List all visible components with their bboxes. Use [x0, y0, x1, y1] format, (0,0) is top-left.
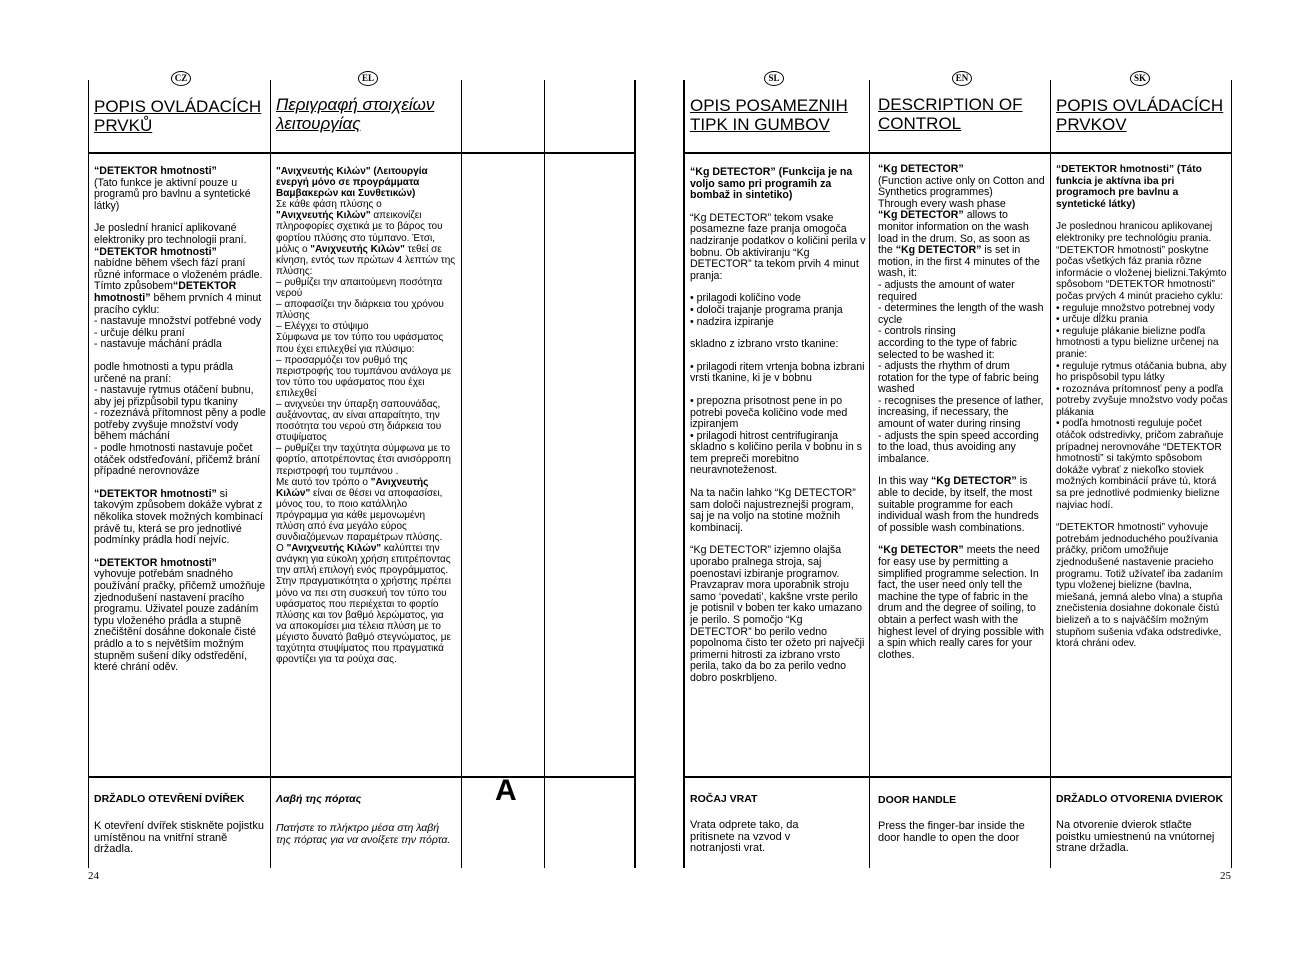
en-text: allows to monitor information on the wash load in the drum. So, as soon as the: [878, 209, 1030, 257]
en-list-item: - adjusts the spin speed according to the load, thus avoiding any imbalance.: [878, 429, 1039, 465]
en-text: (Function active only on Cotton and Synthetics programmes): [878, 174, 1045, 199]
sk-list-item: • podľa hmotnosti reguluje počet otáčok odstredivky, pričom zabraňuje prípadnej nerovnováhe “DETEKTOR hmotnosti” si takýmto spôsobom dokáže vybrať z niekoľko stoviek možných kombinácií práve tú, ktorá sa pre jednotlivé podmienky bielizne najviac hodí.: [1056, 418, 1224, 511]
cz-text: si takovým způsobem dokáže vybrat z několika stovek možných kombinací právě tu, která se pro jednotlivé podmínky prádla hodí nejvíc.: [94, 487, 263, 547]
sk-door-handle-title: DRŽADLO OTVORENIA DVIEROK: [1056, 793, 1224, 805]
cz-kg-detector-label: “DETEKTOR hmotnosti”: [94, 245, 217, 258]
cz-list-item: - nastavuje rytmus otáčení bubnu, aby jej přizpůsobil typu tkaniny: [94, 384, 254, 408]
sl-door-handle-text: Vrata odprete tako, da pritisnete na vzvod v notranjosti vrat.: [690, 819, 799, 855]
sl-text: skladno z izbrano vrsto tkanine:: [690, 338, 839, 351]
el-list-item: – αποφασίζει την διάρκεια του χρόνου πλύσης: [276, 299, 444, 322]
sl-door-handle-title: ROČAJ VRAT: [690, 793, 758, 805]
sk-list-item: • reguluje množstvo potrebnej vody: [1056, 302, 1215, 314]
en-text: is set in motion, in the first 4 minutes of the wash, it:: [878, 244, 1040, 280]
en-text: is able to decide, by itself, the most suitable programme for each individual wash from the hundreds of possible wash combinations.: [878, 475, 1039, 534]
el-list-item: – προσαρμόζει τον ρυθμό της περιστροφής του τυμπάνου ανάλογα με τον τύπο του υφάσματος που έχει επιλεχθεί: [276, 354, 452, 399]
el-text: Σύμφωνα με τον τύπο του υφάσματος που έχει επιλεχθεί για πλύσιμο:: [276, 332, 444, 355]
cz-list-item: - rozeznává přítomnost pěny a podle potřeby zvyšuje množství vody během máchání: [94, 407, 266, 443]
en-list-item: - adjusts the rhythm of drum rotation for the type of fabric being washed: [878, 360, 1039, 396]
lang-badge-cz: CZ: [171, 71, 191, 86]
el-text: καλύπτει την ανάγκη για εύκολη χρήση επιτρέποντας την απλή επιλογή ενός προγράμματος. Στην πραγματικότητα ο χρήστης πρέπει μόνο να πει στη συσκευή τον τύπο του υφάσματος που περιέχεται το φορτίο πλύσης και τον βαθμό λερώματος, για να αποκομίσει μια τέλεια πλύση με το μέγιστο δυνατό βαθμό στεγνώματος, με ταχύτητα στυψίματος που πραγματικά φροντίζει για τα ρούχα σας.: [276, 543, 451, 666]
lang-badge-sl: SL: [764, 71, 784, 86]
lang-badge-el: EL: [358, 71, 378, 86]
cz-description: [94, 166, 266, 674]
cz-text: podle hmotnosti a typu prádla určené na praní:: [94, 360, 233, 385]
en-text: Through every wash phase: [878, 197, 1006, 210]
en-kg-detector-label: “Kg DETECTOR”: [878, 163, 964, 175]
en-kg-detector-label: “Kg DETECTOR”: [878, 544, 964, 557]
column-title-en: DESCRIPTION OF CONTROL: [878, 95, 1023, 133]
el-door-handle-text: Πατήστε το πλήκτρο μέσα στη λαβή της πόρτας για να ανοίξετε την πόρτα.: [276, 822, 451, 846]
sk-list-item: • reguluje rytmus otáčania bubna, aby ho prispôsobil typu látky: [1056, 360, 1227, 384]
page-number-right: 25: [1220, 870, 1231, 882]
sk-list-item: • určuje dĺžku prania: [1056, 314, 1148, 326]
section-rule: [88, 776, 636, 778]
sk-kg-detector-heading: “DETEKTOR hmotnosti” (Táto funkcia je aktívna iba pri programoch pre bavlnu a syntetické látky): [1056, 164, 1202, 210]
el-kg-detector-label: "Ανιχνευτής Κιλών": [276, 210, 371, 222]
sl-list-item: • prepozna prisotnost pene in po potrebi poveča količino vode med izpiranjem: [690, 394, 848, 431]
en-text: meets the need for easy use by permitting a simplified programme selection. In fact, the user need only tell the machine the type of fabric in the drum and the degree of soiling, to obtain a perfect wash with the highest level of drying possible with a spin which really cares for your clothes.: [878, 544, 1045, 661]
sk-list-item: • reguluje plákanie bielizne podľa hmotnosti a typu bielizne určenej na pranie:: [1056, 325, 1219, 360]
column-rule: [544, 80, 545, 868]
sk-door-handle-text: Na otvorenie dvierok stlačte poistku umiestnenú na vnútornej strane držadla.: [1056, 819, 1215, 855]
el-list-item: – Ελέγχει το στύψιμο: [276, 321, 369, 333]
en-list-item: - adjusts the amount of water required: [878, 278, 1015, 303]
el-text: είναι σε θέσει να αποφασίσει, μόνος του, το ποιο κατάλληλο πρόγραμμα για κάθε μεμονωμένη πλύση από ένα μεγάλο εύρος συνδιαζόμενων παραμέτρων πλύσης.: [276, 487, 443, 544]
cz-kg-detector-label: “DETEKTOR hmotnosti”: [94, 556, 217, 569]
en-list-item: - recognises the presence of lather, increasing, if necessary, the amount of water during rinsing: [878, 394, 1044, 431]
el-text: Ο: [276, 543, 284, 555]
cz-list-item: - podle hmotnosti nastavuje počet otáček odstřeďování, přičemž brání případné nerovnováze: [94, 442, 261, 478]
cz-list-item: - nastavuje máchání prádla: [94, 338, 222, 351]
lang-badge-en: EN: [952, 71, 972, 86]
sk-text: “DETEKTOR hmotnosti” vyhovuje potrebám jednoduchého používania práčky, pričom umožňuje zjednodušené nastavenie pracieho programu. Totiž užívateľ iba zadaním typu vloženej bielizne (bavlna, miešaná, jemná alebo vlna) a stupňa znečistenia dosiahne dokonale čistú bielizeň a to s najväčším možným stupňom sušenia vďaka odstredivke, ktorá chráni odev.: [1056, 522, 1223, 650]
header-rule: [88, 152, 636, 154]
el-description: [276, 166, 456, 665]
el-text: απεικονίζει πληροφορίες σχετικά με το βάρος του φορτίου πλύσης στο τύμπανο. Έτσι, μόλις ο: [276, 210, 443, 255]
en-list-item: - controls rinsing: [878, 325, 956, 338]
el-text: Σε κάθε φάση πλύσης ο: [276, 199, 382, 211]
cz-text: vyhovuje potřebám snadného používání pračky, přičemž umožňuje zjednodušení nastavení pracího programu. Uživatel pouze zadáním typu vloženého prádla a stupně znečištění dosáhne dokonale čisté prádlo a to s největším možným stupněm sušení díky odstředění, které chrání oděv.: [94, 568, 266, 674]
sk-text: Je poslednou hranicou aplikovanej elektroniky pre technológiu prania. “DETEKTOR hmotnosti” poskytne počas všetkých fáz prania rôzne informácie o vloženej bielizni.Takýmto spôsobom “DETEKTOR hmotnosti” počas prvých 4 minút pracieho cyklu:: [1056, 221, 1227, 302]
page-number-left: 24: [88, 870, 99, 882]
sl-kg-detector-heading: “Kg DETECTOR” (Funkcija je na voljo samo pri programih za bombaž in sintetiko): [690, 166, 853, 202]
cz-text: Je poslední hranicí aplikované elektroniky pro technologii praní.: [94, 222, 247, 246]
en-text: according to the type of fabric selected to be washed it:: [878, 336, 1017, 361]
cz-door-handle-title: DRŽADLO OTEVŘENÍ DVÍŘEK: [94, 793, 245, 805]
el-door-handle-title: Λαβή της πόρτας: [276, 793, 362, 805]
sl-list-item: • prilagodi količino vode: [690, 292, 801, 305]
sk-description: [1056, 164, 1228, 650]
en-text: In this way: [878, 475, 929, 488]
column-rule: [869, 80, 870, 868]
cz-kg-detector-label: “DETEKTOR hmotnosti”: [94, 280, 237, 304]
en-kg-detector-label: “Kg DETECTOR”: [931, 475, 1017, 488]
lang-badge-sk: SK: [1130, 71, 1150, 86]
cz-text: během prvních 4 minut pracího cyklu:: [94, 291, 262, 316]
el-kg-detector-label: "Ανιχνευτής Κιλών": [276, 476, 429, 499]
cz-door-handle-text: K otevření dvířek stiskněte pojistku umístěnou na vnitřní straně držadla.: [94, 820, 264, 856]
column-title-sk: POPIS OVLÁDACÍCH PRVKOV: [1056, 96, 1224, 134]
sl-description: [690, 167, 866, 685]
sl-text: Na ta način lahko “Kg DETECTOR” sam določi najustreznejši program, saj je na voljo na stotine možnih kombinacij.: [690, 487, 856, 534]
column-rule: [270, 80, 271, 868]
sl-list-item: • prilagodi hitrost centrifugiranja skladno s količino perila v bobnu in s tem prepreči morebitno neuravnoteženost.: [690, 429, 862, 477]
el-list-item: – ρυθμίζει την ταχύτητα σύμφωνα με το φορτίο, αποτρέποντας έτσι ανισόρροπη περιστροφή του τυμπάνου .: [276, 443, 451, 477]
column-rule: [88, 80, 89, 868]
cz-kg-detector-label: “DETEKTOR hmotnosti”: [94, 487, 217, 500]
el-list-item: – ρυθμίζει την απαιτούμενη ποσότητα νερού: [276, 276, 443, 300]
sl-text: “Kg DETECTOR” tekom vsake posamezne faze pranja omogoča nadziranje podatkov o količini perila v bobnu. Ob aktiviranju “Kg DETECTOR” ta tekom prvih 4 minut pranja:: [690, 211, 866, 282]
sl-list-item: • določi trajanje programa pranja: [690, 303, 843, 316]
el-kg-detector-label: "Ανιχνευτής Κιλών": [286, 543, 382, 555]
control-marker-a: A: [495, 774, 517, 807]
sl-list-item: • prilagodi ritem vrtenja bobna izbrani vrsti tkanine, ki je v bobnu: [690, 360, 865, 385]
el-kg-detector-label: "Ανιχνευτής Κιλών": [310, 243, 405, 255]
sl-text: “Kg DETECTOR” izjemno olajša uporabo pralnega stroja, saj poenostavi izbiranje programov. Pravzaprav mora uporabnik stroju samo ‘povedati’, kakšne vrste perilo je potisnil v boben ter kako umazano je perilo. S pomočjo “Kg DETECTOR” bo perilo vedno popolnoma čisto ter ožeto pri največji primerni hitrosti za izbrano vrsto perila, tako da bo za perilo vedno dobro poskrbljeno.: [690, 544, 865, 684]
en-kg-detector-label: “Kg DETECTOR”: [878, 209, 964, 222]
column-rule: [461, 80, 462, 868]
el-kg-detector-heading: "Ανιχνευτής Κιλών" (Λειτουργία ενεργή μόνο σε προγράμματα Βαμβακερών και Συνθετικών): [276, 166, 428, 200]
column-rule: [634, 80, 636, 868]
el-list-item: – ανιχνεύει την ύπαρξη σαπουνάδας, αυξάνοντας, αν είναι απαραίτητο, την ποσότητα του νερού στη διάρκεια του στυψίματος: [276, 398, 442, 444]
cz-kg-detector-label: “DETEKTOR hmotnosti”: [94, 165, 217, 177]
sk-list-item: • rozoznáva prítomnosť peny a podľa potreby zvyšuje množstvo vody počas plákania: [1056, 383, 1228, 418]
el-text: Με αυτό τον τρόπο ο: [276, 476, 368, 488]
en-door-handle-title: DOOR HANDLE: [878, 794, 957, 806]
column-title-sl: OPIS POSAMEZNIH TIPK IN GUMBOV: [690, 96, 848, 134]
column-rule: [1231, 80, 1232, 868]
section-rule: [683, 776, 1232, 778]
cz-list-item: - nastavuje množství potřebné vody: [94, 315, 262, 328]
en-kg-detector-label: “Kg DETECTOR”: [895, 244, 982, 257]
cz-text: (Tato funkce je aktivní pouze u programů pro bavlnu a syntetické látky): [94, 176, 251, 212]
en-description: [878, 164, 1046, 661]
column-title-el: Περιγραφή στοιχείων λειτουργίας: [276, 95, 435, 133]
sl-list-item: • nadzira izpiranje: [690, 315, 774, 328]
cz-list-item: - určuje délku praní: [94, 326, 185, 339]
header-rule: [683, 152, 1232, 154]
en-door-handle-text: Press the finger-bar inside the door handle to open the door: [878, 820, 1025, 844]
column-title-cz: POPIS OVLÁDACÍCH PRVKŮ: [94, 97, 262, 135]
en-list-item: - determines the length of the wash cycle: [878, 302, 1044, 326]
column-rule: [1050, 80, 1051, 868]
column-rule: [683, 80, 685, 868]
cz-text: nabídne během všech fází praní různé informace o vloženém prádle. Tímto způsobem: [94, 257, 263, 293]
el-text: τεθεί σε κίνηση, εντός των πρώτων 4 λεπτών της πλύσης:: [276, 243, 456, 277]
